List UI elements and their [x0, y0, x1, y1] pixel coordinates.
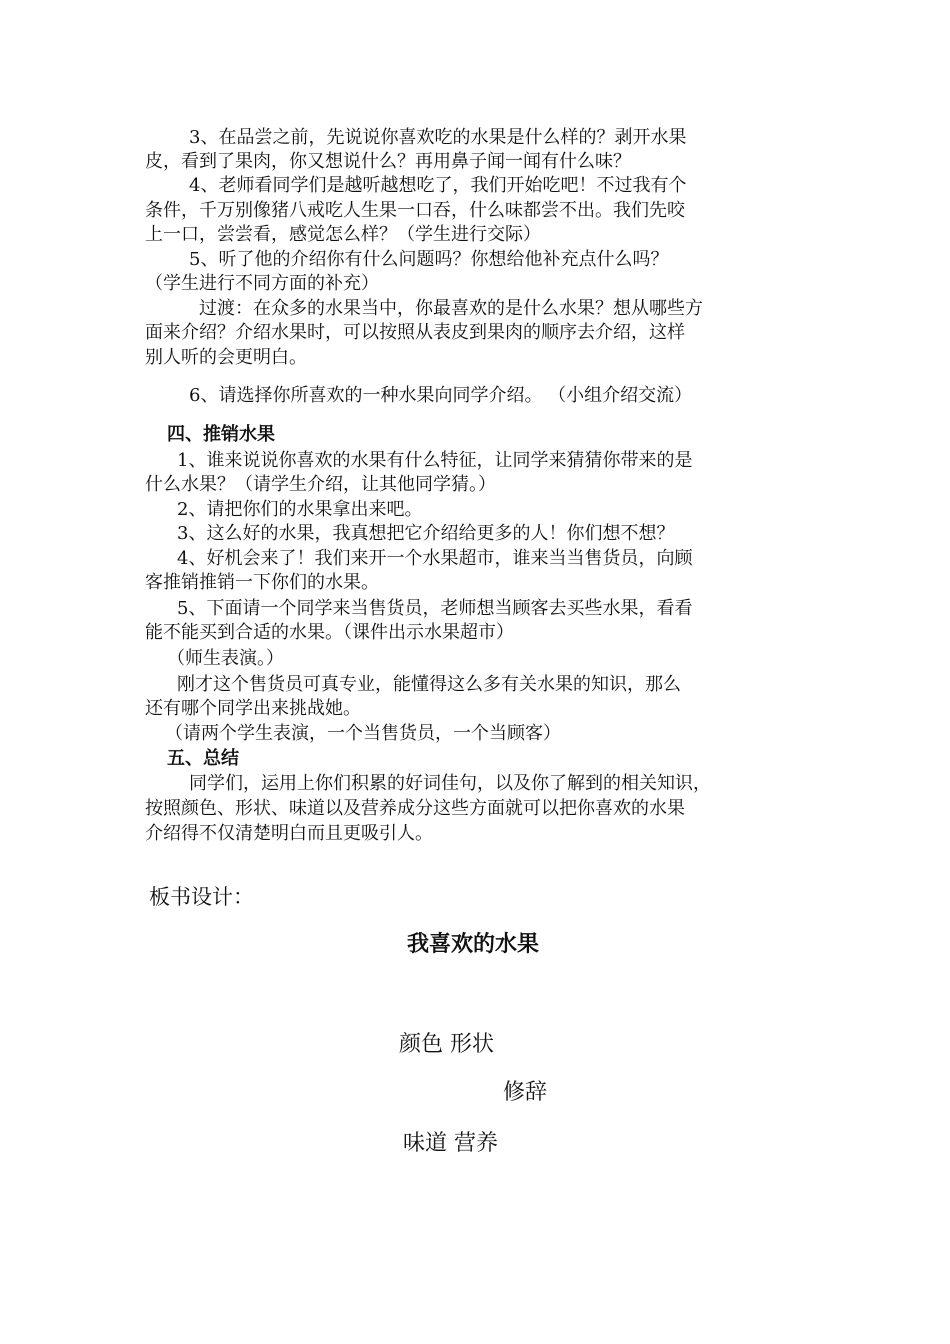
paragraph-line: 上一口，尝尝看，感觉怎么样？（学生进行交际）	[145, 224, 541, 245]
section-heading: 四、推销水果	[167, 424, 275, 445]
paragraph-line: 3、在品尝之前，先说说你喜欢吃的水果是什么样的？剥开水果	[189, 127, 687, 148]
paragraph-line: 同学们，运用上你们积累的好词佳句，以及你了解到的相关知识，	[189, 773, 711, 794]
paragraph-line: 面来介绍？介绍水果时，可以按照从表皮到果肉的顺序去介绍，这样	[145, 322, 685, 343]
paragraph-line: 5、下面请一个同学来当售货员，老师想当顾客去买些水果，看看	[177, 598, 693, 619]
section-heading: 五、总结	[167, 748, 239, 769]
paragraph-line: 刚才这个售货员可真专业，能懂得这么多有关水果的知识，那么	[177, 674, 681, 695]
paragraph-line: 3、这么好的水果，我真想把它介绍给更多的人！你们想不想？	[177, 523, 675, 544]
paragraph-line: 条件，千万别像猪八戒吃人生果一口吞，什么味都尝不出。我们先咬	[145, 200, 685, 221]
board-center-rhetoric: 修辞	[503, 1080, 548, 1105]
paragraph-line: 介绍得不仅清楚明白而且更吸引人。	[145, 823, 433, 844]
paragraph-line: （请两个学生表演，一个当售货员，一个当顾客）	[165, 723, 561, 744]
paragraph-line: 4、老师看同学们是越听越想吃了，我们开始吃吧！不过我有个	[189, 175, 687, 196]
paragraph-line: 1、谁来说说你喜欢的水果有什么特征，让同学来猜猜你带来的是	[177, 450, 693, 471]
paragraph-line: 什么水果？（请学生介绍，让其他同学猜。）	[145, 474, 496, 495]
board-title: 我喜欢的水果	[407, 932, 540, 957]
paragraph-line: 4、好机会来了！我们来开一个水果超市，谁来当当售货员，向顾	[177, 548, 693, 569]
paragraph-line: 能不能买到合适的水果。（课件出示水果超市）	[145, 622, 514, 643]
paragraph-line: 按照颜色、形状、味道以及营养成分这些方面就可以把你喜欢的水果	[145, 798, 685, 819]
paragraph-line: 别人听的会更明白。	[145, 347, 307, 368]
board-row-color-shape: 颜色 形状	[399, 1032, 494, 1057]
paragraph-line: 6、请选择你所喜欢的一种水果向同学介绍。 （小组介绍交流）	[189, 385, 693, 406]
paragraph-line: 皮，看到了果肉，你又想说什么？再用鼻子闻一闻有什么味？	[145, 151, 631, 172]
paragraph-line: 还有哪个同学出来挑战她。	[145, 698, 361, 719]
paragraph-line: （师生表演。）	[167, 648, 284, 669]
board-design-label: 板书设计：	[149, 885, 254, 909]
paragraph-line: 客推销推销一下你们的水果。	[145, 572, 379, 593]
paragraph-line: 5、听了他的介绍你有什么问题吗？你想给他补充点什么吗？	[189, 249, 669, 270]
paragraph-line: 过渡：在众多的水果当中，你最喜欢的是什么水果？想从哪些方	[199, 298, 703, 319]
board-row-taste-nutrition: 味道 营养	[403, 1131, 498, 1156]
paragraph-line: 2、请把你们的水果拿出来吧。	[177, 499, 423, 520]
paragraph-line: （学生进行不同方面的补充）	[145, 273, 379, 294]
